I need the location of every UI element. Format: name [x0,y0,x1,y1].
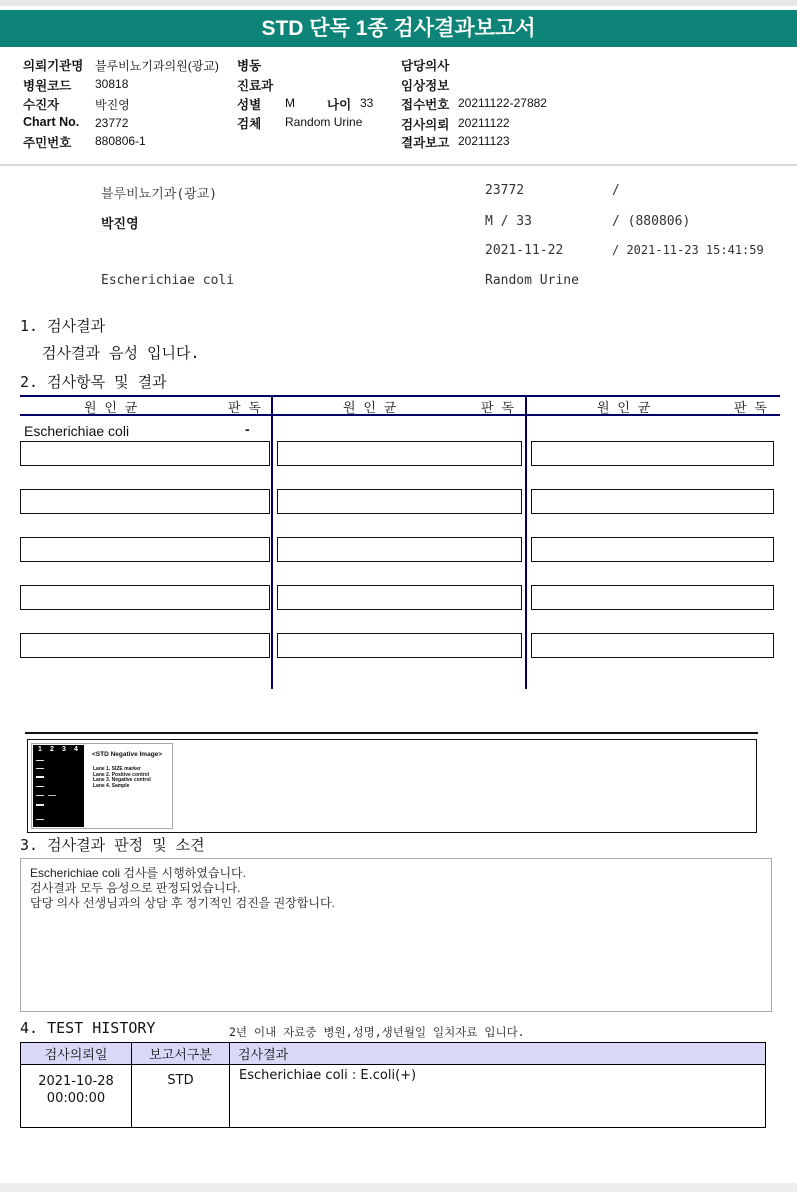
report-date-value: 20211123 [458,134,510,148]
summary-patient: 박진영 [101,217,139,232]
history-note: 2년 이내 자료중 병원,성명,생년월일 일치자료 입니다. [229,1025,525,1039]
institution-label: 의뢰기관명 [23,59,84,73]
empty-result-cell [531,537,774,562]
gel-band [36,819,44,820]
gel-lane-number: 4 [74,746,78,753]
chart-no-label: Chart No. [23,115,80,129]
gel-band [36,760,44,761]
receipt-value: 20211122-27882 [458,96,547,110]
empty-result-cell [531,489,774,514]
section2-title: 2. 검사항목 및 결과 [20,373,167,391]
empty-result-cell [277,489,522,514]
history-time: 00:00:00 [46,1091,106,1106]
clinical-info-label: 임상정보 [401,79,450,93]
id-no-value: 880806-1 [95,134,146,148]
empty-result-cell [531,633,774,658]
gel-legend-item: Lane 1. SIZE marker [93,766,141,772]
summary-sex-age: M / 33 [485,214,532,229]
col3-pathogen-header: 원 인 균 [597,401,651,416]
hospital-code-label: 병원코드 [23,79,72,93]
empty-result-cell [277,441,522,466]
request-label: 검사의뢰 [401,118,450,132]
doctor-label: 담당의사 [401,59,450,73]
result-item-name: Escherichiae coli [24,423,130,439]
patient-label: 수진자 [23,98,60,112]
col1-judge-header: 판 독 [228,401,261,416]
report-date-label: 결과보고 [401,136,450,150]
col2-pathogen-header: 원 인 균 [343,401,397,416]
bottom-strip [0,1183,797,1192]
gel-lane-number: 2 [50,746,54,753]
specimen-label: 검체 [237,117,262,131]
summary-birth: / (880806) [612,214,691,229]
section4-title: 4. TEST HISTORY [20,1019,156,1037]
gel-band [48,795,56,796]
gel-title: <STD Negative Image> [92,751,163,758]
gel-legend-item: Lane 2. Positive control [93,771,150,778]
summary-request-date: 2021-11-22 [485,243,564,258]
gel-band [36,776,44,778]
summary-slash: / [612,183,620,198]
history-type: STD [132,1065,230,1128]
empty-result-cell [20,489,270,514]
gel-divider-line [25,732,758,734]
sex-label: 성별 [237,98,262,112]
opinion-line: Escherichiae coli 검사를 시행하였습니다. [30,866,246,880]
section3-title: 3. 검사결과 판정 및 소견 [20,836,205,854]
section1-title: 1. 검사결과 [20,317,106,335]
opinion-line: 담당 의사 선생님과의 상담 후 정기적인 검진을 권장합니다. [30,896,335,910]
result-item-judge: - [245,421,250,437]
gel-lane-numbers [34,746,84,753]
table-divider-1 [271,395,273,689]
id-no-label: 주민번호 [23,136,72,150]
gel-legend [93,767,151,789]
col2-judge-header: 판 독 [481,401,514,416]
history-header-type: 보고서구분 [132,1043,230,1065]
dept-label: 진료과 [237,79,274,93]
age-label: 나이 [327,98,352,112]
history-date: 2021-10-28 [38,1074,114,1089]
chart-no-value: 23772 [95,116,129,130]
empty-result-cell [20,585,270,610]
request-value: 20211122 [458,116,510,130]
age-value: 33 [360,96,374,110]
empty-result-cell [277,633,522,658]
empty-result-cell [531,441,774,466]
empty-result-cell [277,537,522,562]
specimen-value: Random Urine [285,115,363,129]
gel-band [36,804,44,806]
summary-report-datetime: / 2021-11-23 15:41:59 [612,243,764,257]
table-divider-2 [525,395,527,689]
hospital-code-value: 30818 [95,77,129,91]
history-result: Escherichiae coli : E.coli(+) [230,1065,766,1128]
top-strip [0,0,797,6]
opinion-line: 검사결과 모두 음성으로 판정되었습니다. [30,881,241,895]
gel-lane-number: 1 [38,746,42,753]
history-header-date: 검사의뢰일 [21,1043,132,1065]
summary-specimen: Random Urine [485,273,579,288]
empty-result-cell [20,633,270,658]
gel-band [36,795,44,796]
gel-band [36,768,44,769]
empty-result-cell [531,585,774,610]
history-table [20,1042,766,1128]
table-row [21,1065,766,1128]
empty-result-cell [20,441,270,466]
history-date-cell [21,1065,132,1128]
summary-test-name: Escherichiae coli [101,273,235,288]
summary-institution: 블루비뇨기과(광교) [101,187,218,202]
gel-legend-item: Lane 4. Sample [93,782,130,789]
institution-value: 블루비뇨기과의원(광교) [95,59,219,73]
gel-lane-number: 3 [62,746,66,753]
gel-legend-item: Lane 3. Negative control [93,777,151,783]
col3-judge-header: 판 독 [734,401,767,416]
header-divider [0,164,797,166]
empty-result-cell [277,585,522,610]
col1-pathogen-header: 원 인 균 [84,401,138,416]
patient-value: 박진영 [95,98,130,112]
ward-label: 병동 [237,59,262,73]
summary-chart: 23772 [485,183,525,198]
history-header-row [21,1043,766,1065]
report-title: STD 단독 1종 검사결과보고서 [0,10,797,47]
empty-result-cell [20,537,270,562]
section1-result: 검사결과 음성 입니다. [42,344,200,362]
history-header-result: 검사결과 [230,1043,766,1065]
gel-band [36,786,44,787]
receipt-label: 접수번호 [401,98,450,112]
sex-value: M [285,96,295,110]
